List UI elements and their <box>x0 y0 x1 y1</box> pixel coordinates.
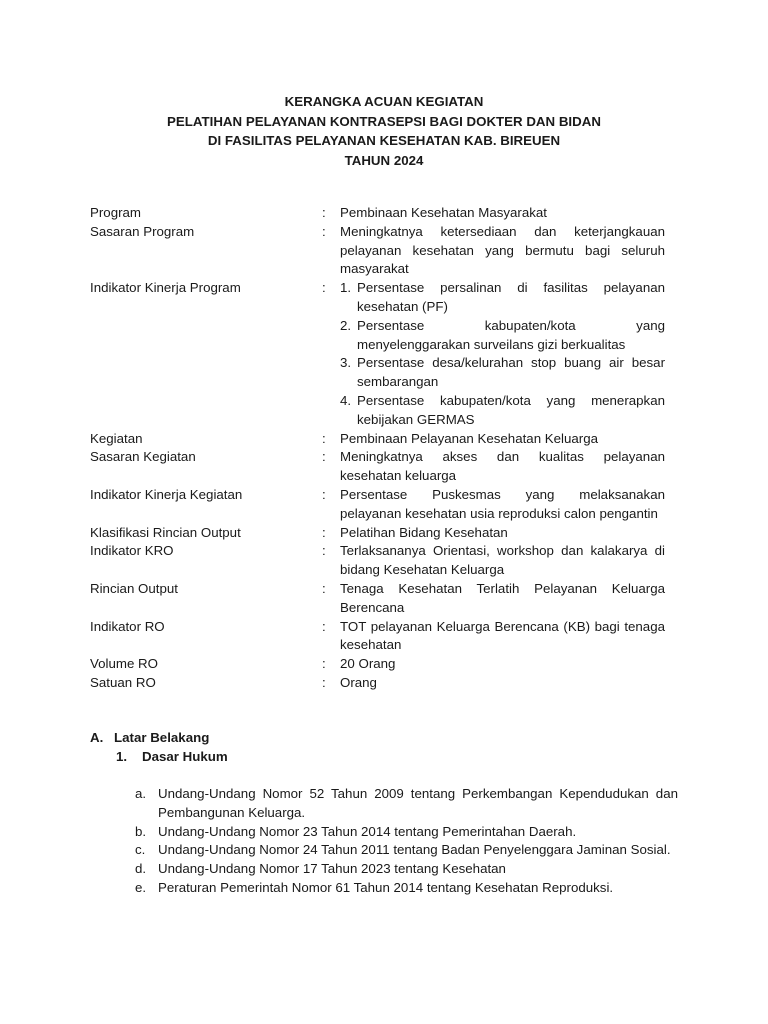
subsection-heading <box>90 748 690 767</box>
program-details-table <box>90 204 665 693</box>
field-value: TOT pelayanan Keluarga Berencana (KB) bagi tenaga kesehatan <box>340 618 665 653</box>
subsection-title: Dasar Hukum <box>142 748 228 764</box>
list-number: 3. <box>340 355 352 371</box>
list-item <box>340 317 665 355</box>
list-text: Undang-Undang Nomor 17 Tahun 2023 tentang Kesehatan <box>158 861 506 877</box>
section-number: A. <box>90 730 104 745</box>
field-value: Meningkatnya ketersediaan dan keterjangkauan pelayanan kesehatan yang bermutu bagi seluruh masyarakat <box>340 223 665 277</box>
field-value: Pelatihan Bidang Kesehatan <box>340 524 508 540</box>
list-number: 4. <box>340 392 352 408</box>
row-program <box>90 204 665 223</box>
row-volume-ro <box>90 655 665 674</box>
row-satuan-ro <box>90 674 665 693</box>
list-item <box>340 279 665 317</box>
list-text: Undang-Undang Nomor 24 Tahun 2011 tentang Badan Penyelenggara Jaminan Sosial. <box>158 842 671 858</box>
list-text: Peraturan Pemerintah Nomor 61 Tahun 2014 tentang Kesehatan Reproduksi. <box>158 879 614 895</box>
field-label: Indikator RO <box>90 618 165 634</box>
field-label: Indikator KRO <box>90 543 174 559</box>
dasar-hukum-list <box>135 785 678 898</box>
field-colon: : <box>322 524 326 540</box>
row-indikator-kinerja-kegiatan <box>90 486 665 524</box>
field-value: Terlaksananya Orientasi, workshop dan kalakarya di bidang Kesehatan Keluarga <box>340 543 665 578</box>
doc-title: KERANGKA ACUAN KEGIATAN <box>284 94 484 109</box>
field-label: Rincian Output <box>90 580 178 596</box>
field-label: Volume RO <box>90 656 158 672</box>
row-indikator-kinerja-program <box>90 279 665 429</box>
field-value: Meningkatnya akses dan kualitas pelayanan kesehatan keluarga <box>340 449 665 484</box>
field-colon: : <box>322 543 326 559</box>
list-number: 2. <box>340 317 352 333</box>
section-latar-belakang <box>90 729 690 767</box>
field-label: Sasaran Program <box>90 223 195 239</box>
field-colon: : <box>322 618 326 634</box>
list-item <box>135 879 678 898</box>
field-colon: : <box>322 205 326 220</box>
row-kegiatan <box>90 430 665 449</box>
field-colon: : <box>322 430 326 446</box>
list-letter: c. <box>135 842 146 858</box>
field-label: Satuan RO <box>90 674 156 690</box>
list-text: Persentase desa/kelurahan stop buang air besar sembarangan <box>357 355 665 390</box>
list-text: Persentase kabupaten/kota yang menerapkan kebijakan GERMAS <box>357 392 665 427</box>
document-header <box>0 92 768 170</box>
field-label: Indikator Kinerja Kegiatan <box>90 486 243 502</box>
field-value: Orang <box>340 674 377 690</box>
list-item <box>135 841 678 860</box>
field-value <box>340 279 665 429</box>
row-sasaran-program <box>90 223 665 279</box>
list-item <box>340 354 665 392</box>
doc-subtitle-2: DI FASILITAS PELAYANAN KESEHATAN KAB. BIREUEN <box>207 133 561 148</box>
field-label: Klasifikasi Rincian Output <box>90 524 241 540</box>
list-item <box>135 860 678 879</box>
row-klasifikasi-rincian-output <box>90 524 665 543</box>
indicator-list <box>340 279 665 429</box>
field-colon: : <box>322 656 326 672</box>
list-number: 1. <box>340 280 352 296</box>
subsection-number: 1. <box>116 748 128 764</box>
row-indikator-ro <box>90 618 665 656</box>
list-letter: d. <box>135 861 147 877</box>
list-letter: e. <box>135 879 147 895</box>
field-colon: : <box>322 223 326 239</box>
section-heading <box>90 729 690 748</box>
field-value: Tenaga Kesehatan Terlatih Pelayanan Keluarga Berencana <box>340 580 665 615</box>
field-value: Pembinaan Kesehatan Masyarakat <box>340 205 547 220</box>
field-colon: : <box>322 580 326 596</box>
field-colon: : <box>322 280 326 296</box>
list-item <box>135 823 678 842</box>
field-colon: : <box>322 674 326 690</box>
field-value: Persentase Puskesmas yang melaksanakan pelayanan kesehatan usia reproduksi calon pengantin <box>340 486 665 521</box>
list-text: Undang-Undang Nomor 23 Tahun 2014 tentang Pemerintahan Daerah. <box>158 823 577 839</box>
list-letter: b. <box>135 823 147 839</box>
field-value: Pembinaan Pelayanan Kesehatan Keluarga <box>340 430 599 446</box>
row-rincian-output <box>90 580 665 618</box>
field-label: Kegiatan <box>90 430 143 446</box>
doc-subtitle-1: PELATIHAN PELAYANAN KONTRASEPSI BAGI DOKTER DAN BIDAN <box>167 113 601 129</box>
row-indikator-kro <box>90 542 665 580</box>
row-sasaran-kegiatan <box>90 448 665 486</box>
list-item <box>135 785 678 823</box>
field-label: Indikator Kinerja Program <box>90 280 241 296</box>
list-text: Persentase persalinan di fasilitas pelayanan kesehatan (PF) <box>357 280 665 314</box>
field-label: Program <box>90 205 141 220</box>
list-letter: a. <box>135 786 147 801</box>
list-item <box>340 392 665 430</box>
field-colon: : <box>322 486 326 502</box>
list-text: Undang-Undang Nomor 52 Tahun 2009 tentang Perkembangan Kependudukan dan Pembangunan Keluarga. <box>158 786 678 820</box>
field-label: Sasaran Kegiatan <box>90 449 196 465</box>
field-colon: : <box>322 449 326 465</box>
list-text: Persentase kabupaten/kota yang menyelenggarakan surveilans gizi berkualitas <box>357 317 665 352</box>
field-value: 20 Orang <box>340 656 396 672</box>
doc-year: TAHUN 2024 <box>344 152 424 168</box>
section-title: Latar Belakang <box>114 730 210 745</box>
